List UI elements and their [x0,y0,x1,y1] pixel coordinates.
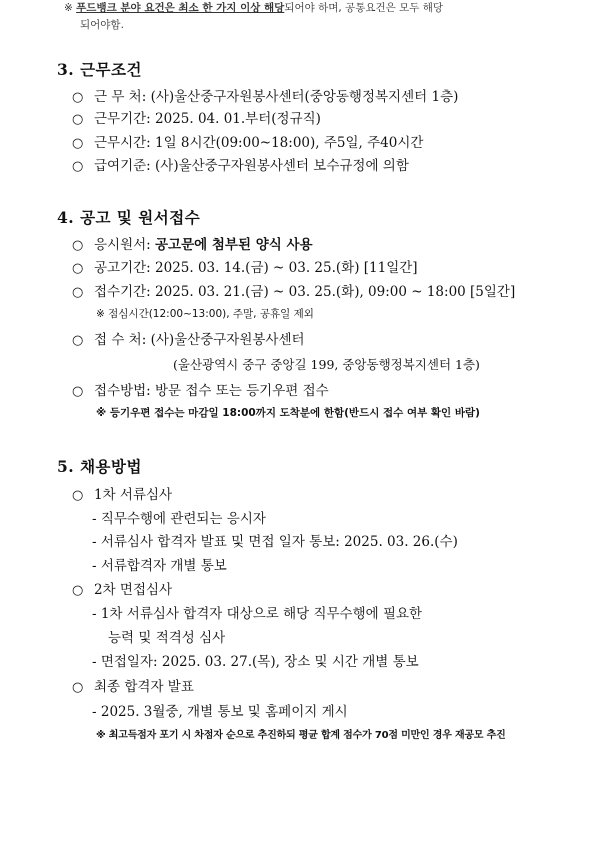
section4-item-receipt-period: ○ 접수기간: 2025. 03. 21.(금) ~ 03. 25.(화), 09:00 ~ 18:00 [5일간] [72,284,516,300]
bullet-icon: ○ [72,159,84,174]
place-address: (울산광역시 중구 중앙길 199, 중앙동행정복지센터 1층) [173,357,480,372]
stage1-title: ○ 1차 서류심사 [72,487,173,503]
bullet-icon: ○ [72,136,84,151]
top-note [64,0,443,15]
section3-item-hours: ○ 근무시간: 1일 8시간(09:00~18:00), 주5일, 주40시간 [72,135,424,151]
bullet-icon: ○ [72,238,84,253]
bullet-icon: ○ [72,90,84,105]
bullet-icon: ○ [72,488,84,503]
bullet-icon: ○ [72,285,84,300]
final-title: ○ 최종 합격자 발표 [72,679,194,695]
section4-item-method: ○ 접수방법: 방문 접수 또는 등기우편 접수 [72,383,329,399]
bullet-icon: ○ [72,384,84,399]
bullet-icon: ○ [72,680,84,695]
note-rest-text: 되어야 하며, 공통요건은 모두 해당 [284,2,444,14]
section3-title: 3. 근무조건 [57,60,142,79]
section3-item-salary: ○ 급여기준: (사)울산중구자원봉사센터 보수규정에 의함 [72,158,409,174]
stage1-line: - 직무수행에 관련되는 응시자 [92,511,266,527]
stage2-line-cont: 능력 및 적격성 심사 [108,630,226,646]
stage2-line: - 1차 서류심사 합격자 대상으로 해당 직무수행에 필요한 [92,606,423,622]
section4-item-place: ○ 접 수 처: (사)울산중구자원봉사센터 [72,332,305,348]
final-note: ※ 최고득점자 포기 시 차점자 순으로 추진하되 평균 합계 점수가 70점 미만인 경우 재공모 추진 [96,730,506,741]
stage2-line: - 면접일자: 2025. 03. 27.(목), 장소 및 시간 개별 통보 [92,654,419,670]
stage1-line: - 서류심사 합격자 발표 및 면접 일자 통보: 2025. 03. 26.(수) [92,534,458,550]
period-note: ※ 점심시간(12:00~13:00), 주말, 공휴일 제외 [96,308,314,320]
note-mark: ※ [64,2,73,14]
bullet-icon: ○ [72,583,84,598]
section4-item-form: ○ 응시원서: 공고문에 첨부된 양식 사용 [72,237,313,253]
section5-title: 5. 채용방법 [57,457,142,476]
note-underlined-text: 푸드뱅크 분야 요건은 최소 한 가지 이상 해당 [76,2,285,14]
bullet-icon: ○ [72,112,84,127]
section4-item-notice-period: ○ 공고기간: 2025. 03. 14.(금) ~ 03. 25.(화) [11일간] [72,260,418,276]
top-note-line2: 되어야함. [80,19,124,31]
section3-item-workplace: ○ 근 무 처: (사)울산중구자원봉사센터(중앙동행정복지센터 1층) [72,89,459,105]
final-line: - 2025. 3월중, 개별 통보 및 홈페이지 게시 [92,704,348,720]
stage1-line: - 서류합격자 개별 통보 [92,558,227,574]
stage2-title: ○ 2차 면접심사 [72,582,173,598]
bullet-icon: ○ [72,333,84,348]
bullet-icon: ○ [72,261,84,276]
method-note: ※ 등기우편 접수는 마감일 18:00까지 도착분에 한함(반드시 접수 여부 확인 바람) [96,407,480,419]
section3-item-period: ○ 근무기간: 2025. 04. 01.부터(정규직) [72,111,321,127]
section4-title: 4. 공고 및 원서접수 [57,208,201,227]
